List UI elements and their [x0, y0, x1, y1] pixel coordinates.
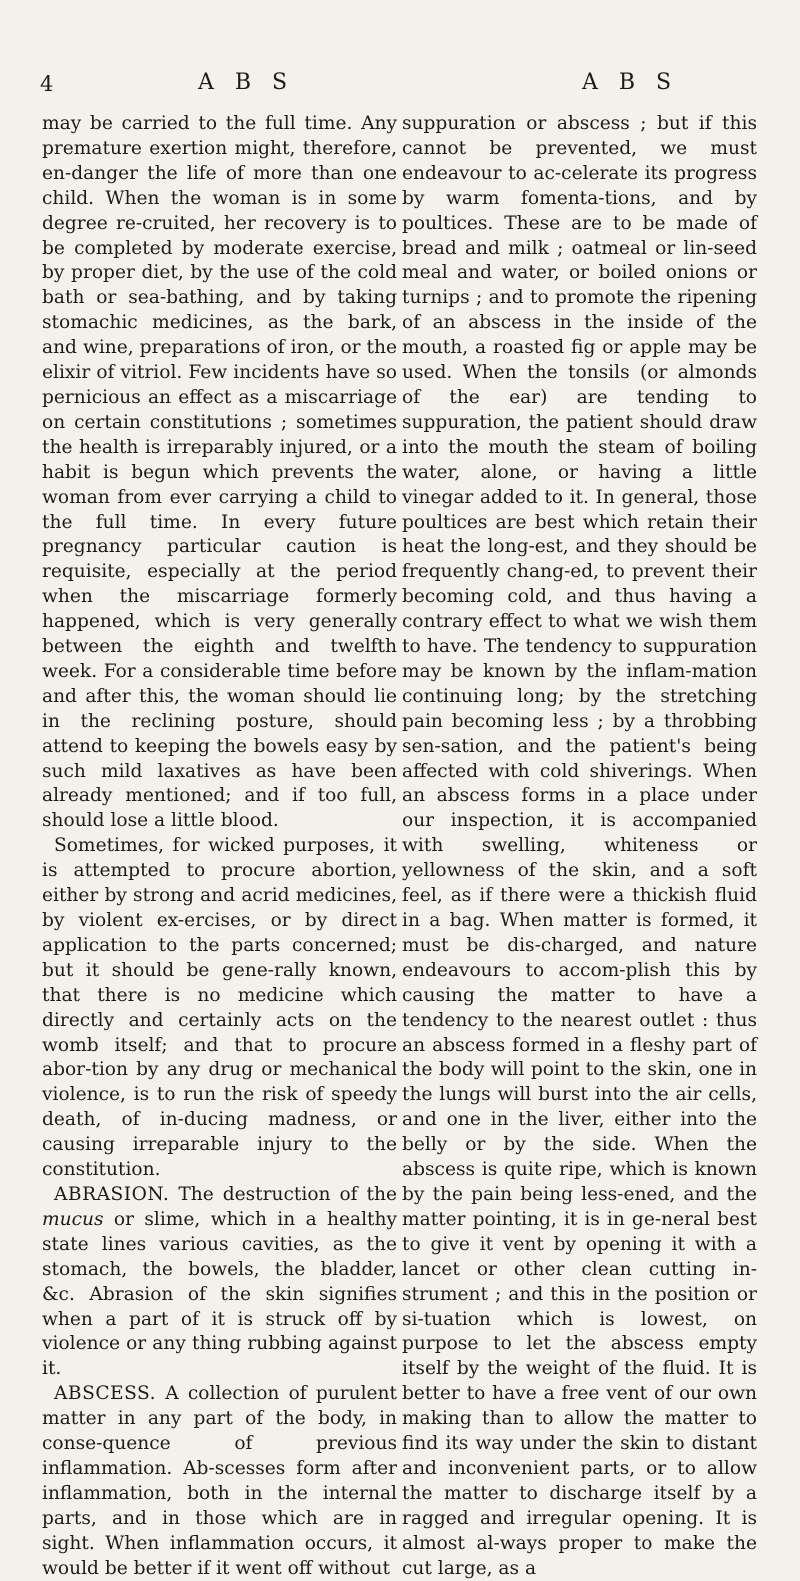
entry-abscess	[42, 1382, 397, 1581]
right-column	[402, 112, 757, 1581]
paragraph-miscarriage-continued: may be carried to the full time. Any premature exertion might, therefore, en-danger the life of more than one child. When the woman is in some degree re-cruited, her recovery is to be completed by moderate exercise, by proper diet, by the use of the cold bath or sea-bathing, and by taking stomachic medicines, as the bark, and wine, preparations of iron, or the elixir of vitriol. Few incidents have so pernicious an effect as a miscarriage on certain constitutions ; sometimes the health is irreparably injured, or a habit is begun which prevents the woman from ever carrying a child to the full time. In every future pregnancy particular caution is requisite, especially at the period when the miscarriage formerly happened, which is very generally between the eighth and twelfth week. For a considerable time before and after this, the woman should lie in the reclining posture, should attend to keeping the bowels easy by such mild laxatives as have been already mentioned; and if too full, should lose a little blood.	[42, 113, 397, 832]
paragraph-abortion: Sometimes, for wicked purposes, it is attempted to procure abortion, either by strong and acrid medicines, by violent ex-ercises, or by direct application to the parts concerned; but it should be gene-rally known, that there is no medicine which directly and certainly acts on the womb itself; and that to procure abor-tion by any drug or mechanical violence, is to run the risk of speedy death, of in-ducing madness, or causing irreparable injury to the constitution.	[42, 835, 397, 1181]
left-column	[42, 112, 397, 1581]
running-head-left: A B S	[198, 70, 295, 95]
paragraph-abscess-continued: suppuration or abscess ; but if this cannot be prevented, we must endeavour to ac-celerate its progress by warm fomenta-tions, and by poultices. These are to be made of bread and milk ; oatmeal or lin-seed meal and water, or boiled onions or turnips ; and to promote the ripening of an abscess in the inside of the mouth, a roasted fig or apple may be used. When the tonsils (or almonds of the ear) are tending to suppuration, the patient should draw into the mouth the steam of boiling water, alone, or having a little vinegar added to it. In general, those poultices are best which retain their heat the long-est, and they should be frequently chang-ed, to prevent their becoming cold, and thus having a contrary effect to what we wish them to have. The tendency to suppuration may be known by the inflam-mation continuing long; by the stretching pain becoming less ; by a throbbing sen-sation, and the patient's being affected with cold shiverings. When an abscess forms in a place under our inspection, it is accompanied with swelling, whiteness or yellowness of the skin, and a soft feel, as if there were a thickish fluid in a bag. When matter is formed, it must be dis-charged, and nature endeavours to accom-plish this by causing the matter to have a tendency to the nearest outlet : thus an abscess formed in a fleshy part of the body will point to the skin, one in the lungs will burst into the air cells, and one in the liver, either into the belly or by the side. When the abscess is quite ripe, which is known by the pain being less-ened, and the matter pointing, it is in ge-neral best to give it vent by opening it with a lancet or other clean cutting in-strument ; and this in the position or si-tuation which is lowest, on purpose to let the abscess empty itself by the weight of the fluid. It is better to have a free vent of our own making than to allow the matter to find its way under the skin to distant and inconvenient parts, or to allow the matter to discharge itself by a ragged and irregular opening. It is almost al-ways proper to make the cut large, as a	[402, 113, 757, 1579]
entry-abscess-text: A collection of purulent matter in any part of the body, in conse-quence of previous inflammation. Ab-scesses form after inflammation, both in the internal parts, and in those which are in sight. When inflammation occurs, it would be better if it went off without	[42, 1383, 397, 1579]
entry-abrasion-italic: mucus	[42, 1208, 104, 1230]
entry-term-abrasion: ABRASION.	[54, 1183, 170, 1205]
entry-abrasion	[42, 1183, 397, 1382]
entry-term-abscess: ABSCESS.	[54, 1383, 157, 1405]
running-head-right: A B S	[582, 70, 679, 95]
page-number: 4	[40, 72, 54, 96]
entry-abrasion-text-a: The destruction of the	[169, 1183, 397, 1205]
entry-abrasion-text-b: or slime, which in a healthy state lines various cavities, as the stomach, the bowels, the bladder, &c. Abrasion of the skin signifies when a part of it is struck off by violence or any thing rubbing against it.	[42, 1208, 397, 1380]
